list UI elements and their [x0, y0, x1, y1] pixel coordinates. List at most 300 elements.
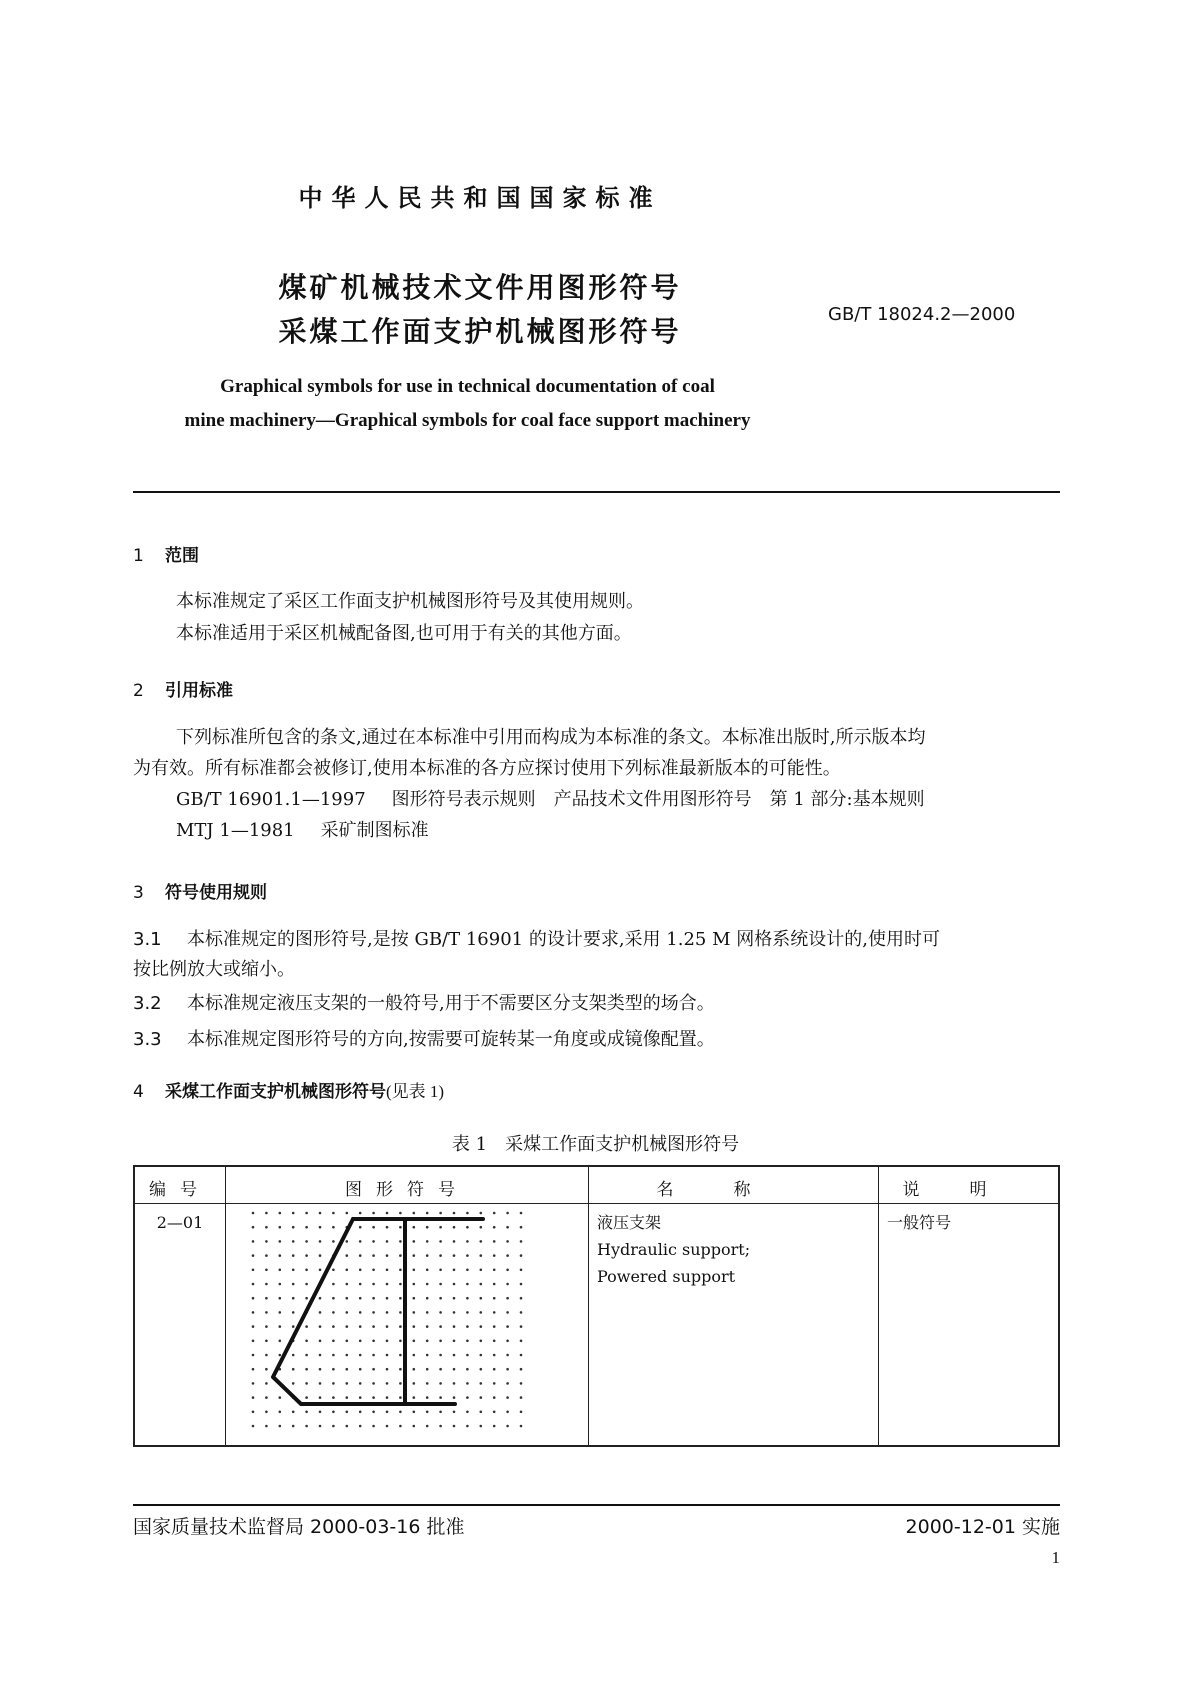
grid-dot — [332, 1325, 335, 1328]
grid-dot — [292, 1226, 295, 1229]
grid-dot — [493, 1425, 496, 1428]
grid-dot — [332, 1425, 335, 1428]
grid-dot — [453, 1212, 456, 1215]
grid-dot — [506, 1254, 509, 1257]
grid-dot — [279, 1297, 282, 1300]
grid-dot — [493, 1283, 496, 1286]
grid-dot — [453, 1396, 456, 1399]
clause-text: 本标准规定液压支架的一般符号,用于不需要区分支架类型的场合。 — [187, 993, 715, 1014]
grid-dot — [399, 1425, 402, 1428]
grid-dot — [413, 1382, 416, 1385]
grid-dot — [279, 1425, 282, 1428]
grid-dot — [493, 1297, 496, 1300]
grid-dot — [372, 1325, 375, 1328]
grid-dot — [332, 1340, 335, 1343]
grid-dot — [399, 1368, 402, 1371]
grid-dot — [480, 1269, 483, 1272]
table-header-id: 编号 — [149, 1180, 211, 1200]
grid-dot — [252, 1340, 255, 1343]
grid-dot — [359, 1340, 362, 1343]
grid-dot — [252, 1368, 255, 1371]
grid-dot — [453, 1382, 456, 1385]
grid-dot — [520, 1396, 523, 1399]
grid-dot — [386, 1269, 389, 1272]
grid-dot — [292, 1283, 295, 1286]
grid-dot — [265, 1297, 268, 1300]
header-row-divider — [135, 1203, 1058, 1204]
page-number: 1 — [1051, 1548, 1060, 1567]
grid-dot — [265, 1325, 268, 1328]
grid-dot — [439, 1311, 442, 1314]
column-divider — [588, 1167, 589, 1445]
title-cn-line1: 煤矿机械技术文件用图形符号 — [278, 271, 682, 304]
grid-dot — [305, 1240, 308, 1243]
grid-dot — [252, 1254, 255, 1257]
section-number: 4 — [133, 1082, 144, 1102]
grid-dot — [439, 1297, 442, 1300]
grid-dot — [426, 1240, 429, 1243]
reference-2 — [176, 819, 429, 843]
symbol-note: 一般符号 — [887, 1213, 952, 1232]
grid-dot — [332, 1297, 335, 1300]
grid-dot — [319, 1368, 322, 1371]
grid-dot — [305, 1396, 308, 1399]
grid-dot — [520, 1212, 523, 1215]
grid-dot — [265, 1240, 268, 1243]
symbol-id: 2—01 — [156, 1213, 204, 1232]
grid-dot — [520, 1283, 523, 1286]
grid-dot — [480, 1325, 483, 1328]
grid-dot — [372, 1283, 375, 1286]
grid-dot — [493, 1240, 496, 1243]
s2-paragraph-line1: 下列标准所包含的条文,通过在本标准中引用而构成为本标准的条文。本标准出版时,所示版本均 — [176, 727, 926, 748]
grid-dot — [480, 1425, 483, 1428]
grid-dot — [520, 1269, 523, 1272]
s1-paragraph-1: 本标准规定了采区工作面支护机械图形符号及其使用规则。 — [176, 591, 644, 612]
section-2-heading — [133, 676, 233, 701]
grid-dot — [506, 1297, 509, 1300]
reference-title: 采矿制图标准 — [320, 820, 429, 841]
grid-dot — [319, 1354, 322, 1357]
grid-dot — [305, 1368, 308, 1371]
grid-dot — [426, 1297, 429, 1300]
grid-dot — [252, 1269, 255, 1272]
clause-text: 本标准规定的图形符号,是按 GB/T 16901 的设计要求,采用 1.25 M 网格系统设计的,使用时可 — [187, 929, 940, 950]
grid-dot — [493, 1269, 496, 1272]
table-header-symbol: 图形符号 — [345, 1180, 469, 1200]
grid-dot — [480, 1340, 483, 1343]
column-divider — [878, 1167, 879, 1445]
grid-dot — [426, 1269, 429, 1272]
grid-dot — [292, 1254, 295, 1257]
grid-dot — [386, 1325, 389, 1328]
grid-dot — [305, 1325, 308, 1328]
grid-dot — [279, 1269, 282, 1272]
grid-dot — [426, 1283, 429, 1286]
grid-dot — [399, 1311, 402, 1314]
grid-dot — [480, 1240, 483, 1243]
grid-dot — [399, 1254, 402, 1257]
s1-paragraph-2: 本标准适用于采区机械配备图,也可用于有关的其他方面。 — [176, 623, 632, 644]
grid-dot — [426, 1311, 429, 1314]
grid-dot — [466, 1297, 469, 1300]
grid-dot — [359, 1396, 362, 1399]
column-divider — [225, 1167, 226, 1445]
grid-dot — [466, 1269, 469, 1272]
grid-dot — [332, 1411, 335, 1414]
grid-dot — [480, 1226, 483, 1229]
grid-dot — [413, 1297, 416, 1300]
grid-dot — [480, 1283, 483, 1286]
section-title: 引用标准 — [165, 681, 233, 701]
grid-dot — [279, 1325, 282, 1328]
grid-dot — [439, 1382, 442, 1385]
section-3-heading — [133, 878, 267, 903]
grid-dot — [493, 1368, 496, 1371]
symbol-strokes — [273, 1219, 483, 1404]
grid-dot — [493, 1411, 496, 1414]
grid-dot — [305, 1297, 308, 1300]
grid-dot — [346, 1354, 349, 1357]
reference-code: GB/T 16901.1—1997 — [176, 789, 366, 810]
grid-dot — [346, 1212, 349, 1215]
grid-dot — [466, 1368, 469, 1371]
grid-dot — [453, 1297, 456, 1300]
grid-dot — [252, 1240, 255, 1243]
grid-dot — [386, 1297, 389, 1300]
grid-dot — [493, 1212, 496, 1215]
grid-dot — [252, 1311, 255, 1314]
grid-dot — [426, 1340, 429, 1343]
grid-dot — [265, 1269, 268, 1272]
grid-dot — [305, 1269, 308, 1272]
grid-dot — [439, 1254, 442, 1257]
grid-dot — [493, 1382, 496, 1385]
grid-dot — [252, 1283, 255, 1286]
grid-dot — [346, 1425, 349, 1428]
grid-dot — [386, 1396, 389, 1399]
grid-dot — [319, 1226, 322, 1229]
grid-dot — [279, 1283, 282, 1286]
grid-dot — [466, 1425, 469, 1428]
grid-dot — [399, 1269, 402, 1272]
grid-dot — [480, 1212, 483, 1215]
grid-dot — [359, 1226, 362, 1229]
grid-dot — [372, 1311, 375, 1314]
grid-dot — [413, 1226, 416, 1229]
grid-dot — [480, 1354, 483, 1357]
grid-dot — [279, 1396, 282, 1399]
grid-dot — [292, 1411, 295, 1414]
grid-dot — [439, 1240, 442, 1243]
grid-dot — [453, 1240, 456, 1243]
clause-3-1-line2: 按比例放大或缩小。 — [133, 959, 295, 980]
grid-dot — [493, 1340, 496, 1343]
grid-dot — [292, 1368, 295, 1371]
grid-dot — [413, 1368, 416, 1371]
grid-dot — [359, 1283, 362, 1286]
grid-dot — [493, 1311, 496, 1314]
approval-note: 国家质量技术监督局 2000-03-16 批准 — [133, 1516, 465, 1538]
grid-dot — [439, 1340, 442, 1343]
national-standard-heading: 中华人民共和国国家标准 — [298, 184, 662, 212]
grid-dot — [372, 1354, 375, 1357]
grid-dot — [359, 1354, 362, 1357]
grid-dot — [506, 1325, 509, 1328]
grid-dot — [453, 1254, 456, 1257]
grid-dot — [372, 1212, 375, 1215]
grid-dot — [399, 1382, 402, 1385]
grid-dot — [413, 1325, 416, 1328]
clause-3-2 — [133, 992, 715, 1016]
grid-dot — [319, 1254, 322, 1257]
grid-dot — [386, 1240, 389, 1243]
grid-dot — [359, 1382, 362, 1385]
grid-dot — [319, 1382, 322, 1385]
grid-dot — [265, 1368, 268, 1371]
title-en-line1: Graphical symbols for use in technical documentation of coal — [220, 376, 715, 397]
grid-dot — [506, 1425, 509, 1428]
grid-dot — [372, 1269, 375, 1272]
grid-dot — [439, 1354, 442, 1357]
grid-dot — [453, 1340, 456, 1343]
grid-dot — [386, 1283, 389, 1286]
section-title: 采煤工作面支护机械图形符号 — [165, 1082, 386, 1102]
grid-dot — [279, 1254, 282, 1257]
table-header-note: 说明 — [902, 1180, 1037, 1200]
grid-dot — [319, 1269, 322, 1272]
grid-dot — [453, 1283, 456, 1286]
grid-dot — [252, 1325, 255, 1328]
grid-dot — [319, 1240, 322, 1243]
grid-dot — [439, 1368, 442, 1371]
grid-dot — [252, 1354, 255, 1357]
grid-dot — [346, 1240, 349, 1243]
reference-code: MTJ 1—1981 — [176, 820, 295, 841]
grid-dot — [346, 1269, 349, 1272]
grid-dot — [372, 1411, 375, 1414]
grid-dot — [493, 1254, 496, 1257]
grid-dot — [493, 1354, 496, 1357]
grid-dot — [466, 1240, 469, 1243]
grid-dot — [480, 1396, 483, 1399]
grid-dot — [292, 1354, 295, 1357]
grid-dot — [413, 1269, 416, 1272]
header-divider — [133, 491, 1060, 493]
grid-dot — [520, 1411, 523, 1414]
grid-dot — [279, 1411, 282, 1414]
clause-number: 3.3 — [133, 1029, 162, 1050]
grid-dot — [386, 1226, 389, 1229]
grid-dot — [372, 1240, 375, 1243]
grid-dot — [332, 1269, 335, 1272]
grid-dot — [466, 1340, 469, 1343]
grid-dot — [520, 1254, 523, 1257]
grid-dot — [506, 1354, 509, 1357]
grid-dot — [520, 1297, 523, 1300]
grid-dot — [319, 1396, 322, 1399]
grid-dot — [520, 1354, 523, 1357]
grid-dot — [453, 1411, 456, 1414]
grid-dot — [372, 1382, 375, 1385]
clause-number: 3.2 — [133, 993, 162, 1014]
grid-dot — [520, 1240, 523, 1243]
grid-dot — [279, 1354, 282, 1357]
grid-dot — [426, 1226, 429, 1229]
grid-dot — [466, 1354, 469, 1357]
grid-dot — [453, 1226, 456, 1229]
grid-dot — [399, 1283, 402, 1286]
grid-dot — [332, 1382, 335, 1385]
clause-number: 3.1 — [133, 929, 162, 950]
grid-dot — [332, 1240, 335, 1243]
grid-dot — [520, 1226, 523, 1229]
grid-dot — [493, 1396, 496, 1399]
grid-dot — [506, 1226, 509, 1229]
grid-dot — [332, 1368, 335, 1371]
grid-dot — [453, 1269, 456, 1272]
grid-dot — [372, 1368, 375, 1371]
table-caption: 表 1 采煤工作面支护机械图形符号 — [451, 1134, 740, 1155]
grid-dot — [426, 1254, 429, 1257]
grid-dot — [372, 1254, 375, 1257]
clause-3-3 — [133, 1028, 715, 1052]
grid-dot — [413, 1311, 416, 1314]
section-number: 3 — [133, 883, 144, 903]
grid-dot — [480, 1368, 483, 1371]
grid-dot — [386, 1311, 389, 1314]
grid-dot — [466, 1396, 469, 1399]
grid-dot — [292, 1240, 295, 1243]
grid-dot — [506, 1411, 509, 1414]
footer-divider — [133, 1504, 1060, 1506]
grid-dot — [453, 1325, 456, 1328]
grid-dot — [493, 1325, 496, 1328]
grid-dot — [359, 1411, 362, 1414]
grid-dot — [439, 1283, 442, 1286]
grid-dot — [399, 1354, 402, 1357]
grid-dot — [346, 1311, 349, 1314]
grid-dot — [305, 1354, 308, 1357]
grid-dot — [292, 1382, 295, 1385]
grid-dot — [399, 1297, 402, 1300]
symbol-table — [133, 1165, 1060, 1447]
grid-dot — [386, 1354, 389, 1357]
grid-dot — [413, 1340, 416, 1343]
grid-dot — [332, 1283, 335, 1286]
grid-dot — [292, 1325, 295, 1328]
grid-dot — [319, 1425, 322, 1428]
grid-dot — [372, 1226, 375, 1229]
grid-dot — [305, 1425, 308, 1428]
grid-dot — [466, 1283, 469, 1286]
grid-dot — [292, 1425, 295, 1428]
grid-dot — [413, 1254, 416, 1257]
grid-dot — [359, 1311, 362, 1314]
grid-dot — [319, 1411, 322, 1414]
grid-dot — [279, 1311, 282, 1314]
grid-dot — [305, 1212, 308, 1215]
grid-dot — [386, 1382, 389, 1385]
grid-dot — [413, 1354, 416, 1357]
grid-dot — [346, 1396, 349, 1399]
grid-dot — [265, 1340, 268, 1343]
grid-dot — [386, 1254, 389, 1257]
grid-dot — [466, 1382, 469, 1385]
grid-dot — [520, 1340, 523, 1343]
grid-dot — [252, 1212, 255, 1215]
grid-dot — [520, 1368, 523, 1371]
grid-dot — [305, 1226, 308, 1229]
grid-dot — [265, 1283, 268, 1286]
grid-dot — [265, 1354, 268, 1357]
symbol-name-en-2: Powered support — [597, 1267, 736, 1286]
grid-dot — [265, 1254, 268, 1257]
grid-dot — [506, 1212, 509, 1215]
grid-dot — [439, 1396, 442, 1399]
title-cn-line2: 采煤工作面支护机械图形符号 — [278, 315, 682, 348]
grid-dot — [506, 1382, 509, 1385]
grid-dot — [426, 1425, 429, 1428]
grid-dot — [399, 1325, 402, 1328]
grid-dot — [480, 1254, 483, 1257]
grid-dot — [426, 1354, 429, 1357]
grid-dot — [466, 1212, 469, 1215]
grid-dot — [426, 1411, 429, 1414]
clause-text: 本标准规定图形符号的方向,按需要可旋转某一角度或成镜像配置。 — [187, 1029, 715, 1050]
grid-dot — [372, 1297, 375, 1300]
section-number: 1 — [133, 546, 144, 566]
grid-dot — [466, 1411, 469, 1414]
grid-dot — [346, 1368, 349, 1371]
grid-dot — [252, 1396, 255, 1399]
grid-dot — [480, 1411, 483, 1414]
grid-dot — [399, 1411, 402, 1414]
section-title: 符号使用规则 — [165, 883, 267, 903]
symbol-name-en-1: Hydraulic support; — [597, 1240, 751, 1259]
grid-dot — [279, 1240, 282, 1243]
grid-dot — [413, 1411, 416, 1414]
grid-dot — [480, 1297, 483, 1300]
reference-title: 图形符号表示规则 产品技术文件用图形符号 第 1 部分:基本规则 — [391, 789, 925, 810]
grid-dot — [413, 1212, 416, 1215]
grid-dot — [506, 1311, 509, 1314]
s2-paragraph-line2: 为有效。所有标准都会被修订,使用本标准的各方应探讨使用下列标准最新版本的可能性。 — [133, 758, 841, 779]
grid-dot — [265, 1382, 268, 1385]
symbol-name-cn: 液压支架 — [597, 1213, 662, 1232]
grid-dot — [520, 1425, 523, 1428]
grid-dot — [265, 1311, 268, 1314]
grid-dot — [292, 1311, 295, 1314]
grid-dot — [252, 1382, 255, 1385]
grid-dot — [426, 1368, 429, 1371]
grid-dot — [439, 1212, 442, 1215]
table-header-name: 名称 — [656, 1180, 811, 1200]
grid-dot — [346, 1325, 349, 1328]
grid-dot — [399, 1240, 402, 1243]
grid-dot — [292, 1269, 295, 1272]
grid-dot — [346, 1283, 349, 1286]
symbol-grid — [245, 1207, 545, 1439]
grid-dot — [506, 1240, 509, 1243]
grid-dot — [359, 1297, 362, 1300]
grid-dot — [319, 1212, 322, 1215]
grid-dot — [372, 1396, 375, 1399]
grid-dot — [520, 1382, 523, 1385]
grid-dot — [480, 1382, 483, 1385]
grid-dot — [520, 1311, 523, 1314]
grid-dot — [480, 1311, 483, 1314]
